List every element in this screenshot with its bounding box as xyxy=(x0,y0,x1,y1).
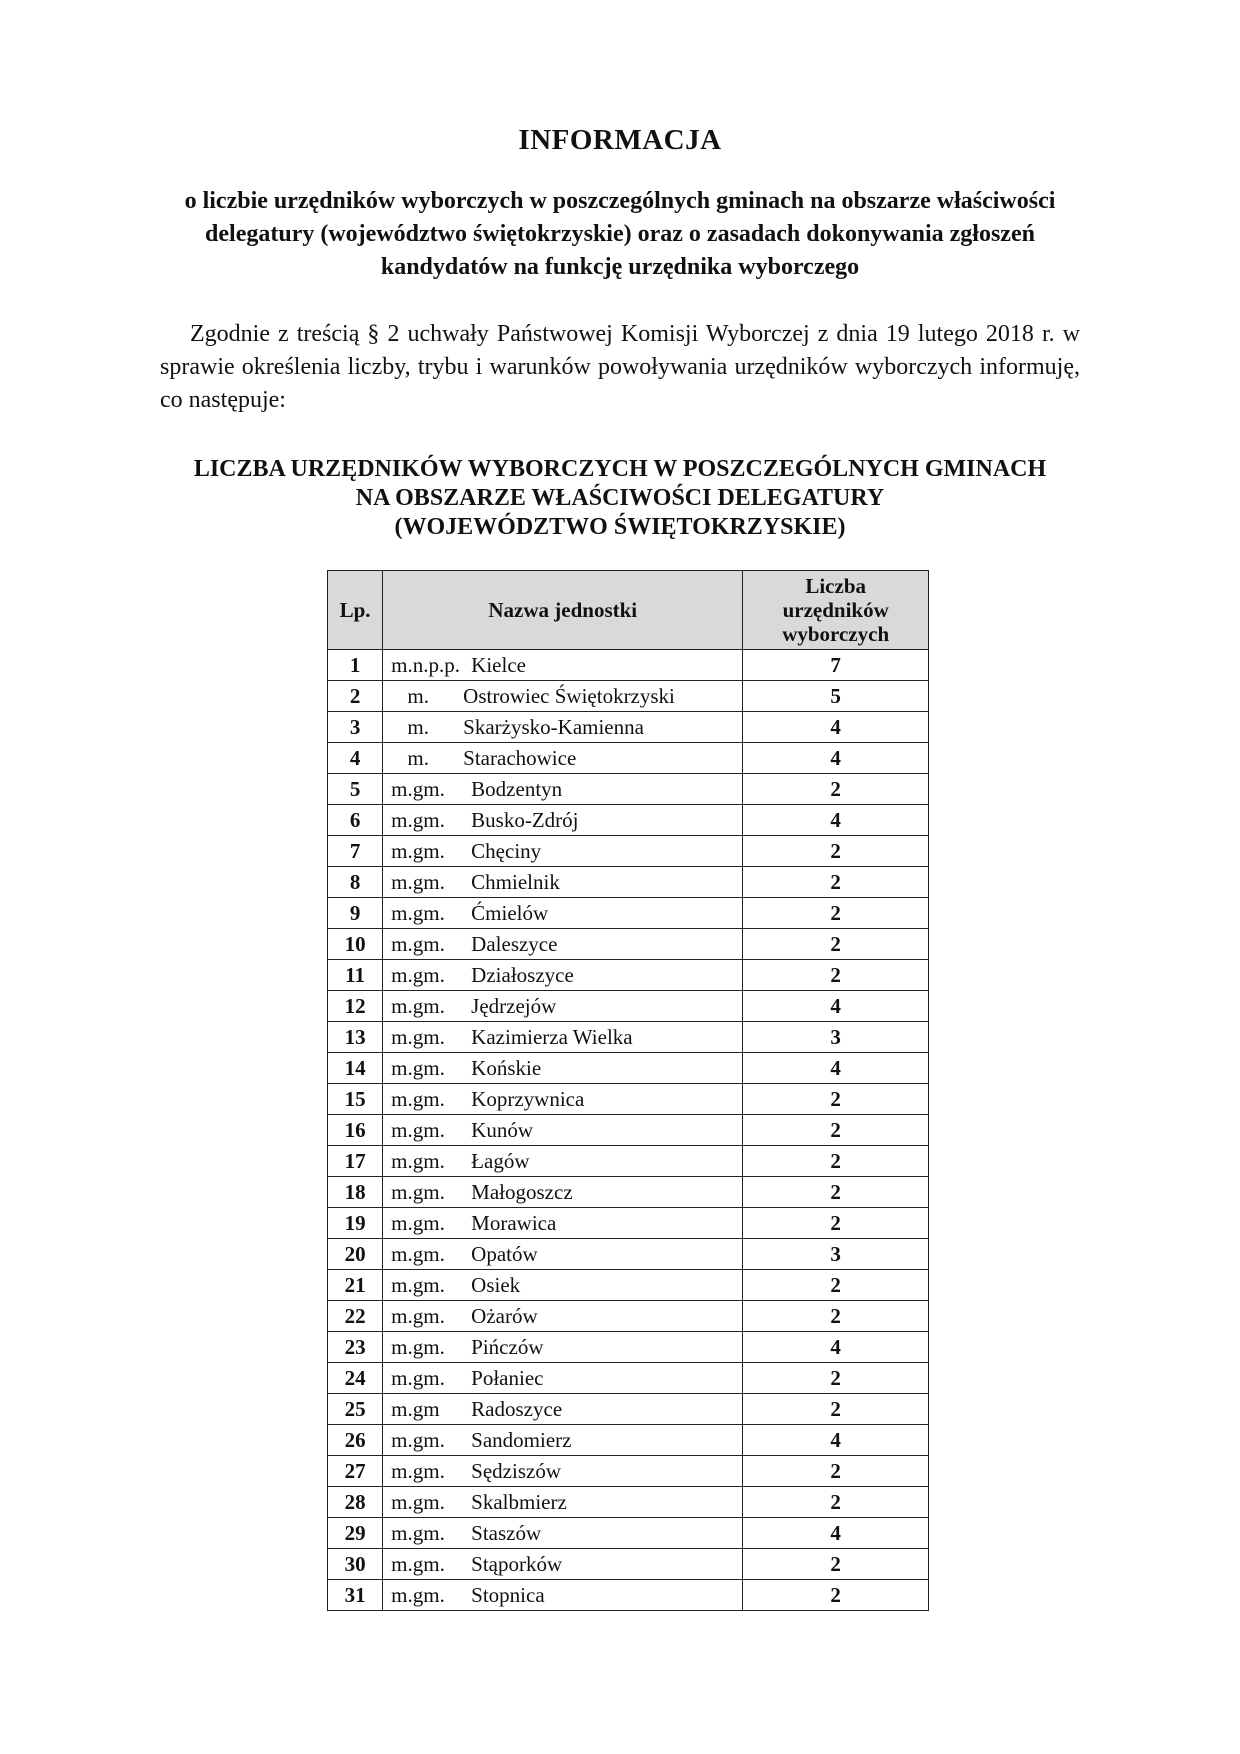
row-unit-type: m.gm. xyxy=(391,1118,445,1142)
table-row xyxy=(328,650,929,681)
row-unit-type: m.gm. xyxy=(391,808,445,832)
row-count: 2 xyxy=(743,1487,929,1518)
row-count: 4 xyxy=(743,1053,929,1084)
row-unit xyxy=(383,1208,743,1239)
row-unit-name: Kunów xyxy=(471,1118,534,1142)
row-unit xyxy=(383,1394,743,1425)
column-header-name: Nazwa jednostki xyxy=(383,571,743,650)
row-count: 4 xyxy=(743,991,929,1022)
row-unit xyxy=(383,991,743,1022)
row-count: 2 xyxy=(743,1208,929,1239)
row-unit xyxy=(383,712,743,743)
row-unit-name: Bodzentyn xyxy=(471,777,563,801)
table-row xyxy=(328,1518,929,1549)
row-unit xyxy=(383,898,743,929)
row-count: 3 xyxy=(743,1239,929,1270)
column-header-count-line: wyborczych xyxy=(782,622,890,646)
row-lp: 23 xyxy=(328,1332,383,1363)
row-unit-type: m. xyxy=(407,715,429,739)
row-unit-type: m.gm. xyxy=(391,1521,445,1545)
row-unit xyxy=(383,867,743,898)
row-unit-type: m.gm. xyxy=(391,1490,445,1514)
row-unit xyxy=(383,1146,743,1177)
column-header-count-line: Liczba xyxy=(805,574,867,598)
row-unit-type: m.gm. xyxy=(391,994,445,1018)
row-count: 2 xyxy=(743,1301,929,1332)
row-unit xyxy=(383,1580,743,1611)
table-header-row xyxy=(328,571,929,650)
row-count: 2 xyxy=(743,929,929,960)
column-header-lp: Lp. xyxy=(328,571,383,650)
row-unit xyxy=(383,929,743,960)
row-count: 2 xyxy=(743,960,929,991)
column-header-count xyxy=(743,571,929,650)
row-unit-name: Skarżysko-Kamienna xyxy=(463,715,644,739)
row-unit-type: m.gm. xyxy=(391,1366,445,1390)
row-lp: 7 xyxy=(328,836,383,867)
row-lp: 20 xyxy=(328,1239,383,1270)
row-unit-type: m.gm. xyxy=(391,1583,445,1607)
table-row xyxy=(328,1549,929,1580)
row-unit xyxy=(383,1053,743,1084)
subtitle-line: delegatury (województwo świętokrzyskie) oraz o zasadach dokonywania zgłoszeń xyxy=(205,221,1035,247)
row-unit-type: m.gm. xyxy=(391,963,445,987)
row-count: 2 xyxy=(743,867,929,898)
row-unit-type: m.gm. xyxy=(391,1149,445,1173)
row-unit xyxy=(383,1115,743,1146)
row-unit-type: m.gm xyxy=(391,1397,440,1421)
row-unit-name: Sandomierz xyxy=(471,1428,572,1452)
table-row xyxy=(328,1053,929,1084)
row-unit-type: m.gm. xyxy=(391,839,445,863)
row-unit-type: m.gm. xyxy=(391,901,445,925)
row-unit-name: Daleszyce xyxy=(471,932,558,956)
table-row xyxy=(328,1084,929,1115)
row-unit-type: m.gm. xyxy=(391,1242,445,1266)
row-unit-name: Stąporków xyxy=(471,1552,563,1576)
column-header-count-line: urzędników xyxy=(782,598,889,622)
row-unit-type: m.n.p.p. xyxy=(391,653,461,677)
row-lp: 5 xyxy=(328,774,383,805)
document-subtitle xyxy=(160,185,1080,284)
row-lp: 17 xyxy=(328,1146,383,1177)
row-unit-name: Chęciny xyxy=(471,839,542,863)
row-unit-name: Chmielnik xyxy=(471,870,560,894)
row-count: 4 xyxy=(743,743,929,774)
table-row xyxy=(328,1146,929,1177)
row-lp: 9 xyxy=(328,898,383,929)
row-unit xyxy=(383,743,743,774)
row-unit-type: m.gm. xyxy=(391,1304,445,1328)
row-unit xyxy=(383,836,743,867)
row-count: 2 xyxy=(743,774,929,805)
row-lp: 18 xyxy=(328,1177,383,1208)
row-lp: 13 xyxy=(328,1022,383,1053)
officials-table xyxy=(327,570,929,1611)
row-unit xyxy=(383,1177,743,1208)
table-row xyxy=(328,1394,929,1425)
row-unit-type: m. xyxy=(407,684,429,708)
table-row xyxy=(328,681,929,712)
row-lp: 1 xyxy=(328,650,383,681)
row-lp: 14 xyxy=(328,1053,383,1084)
row-unit xyxy=(383,1270,743,1301)
row-count: 2 xyxy=(743,1177,929,1208)
table-row xyxy=(328,1332,929,1363)
row-unit-type: m.gm. xyxy=(391,1552,445,1576)
row-unit-name: Osiek xyxy=(471,1273,521,1297)
row-lp: 30 xyxy=(328,1549,383,1580)
row-lp: 11 xyxy=(328,960,383,991)
table-row xyxy=(328,1456,929,1487)
row-unit-name: Skalbmierz xyxy=(471,1490,567,1514)
row-unit-name: Sędziszów xyxy=(471,1459,561,1483)
page-title: INFORMACJA xyxy=(518,124,722,156)
intro-paragraph: Zgodnie z treścią § 2 uchwały Państwowej Komisji Wyborczej z dnia 19 lutego 2018 r. w sprawie określenia liczby, trybu i warunków powoływania urzędników wyborczych informuję, co następuje: xyxy=(160,321,1080,413)
row-count: 2 xyxy=(743,1270,929,1301)
row-lp: 10 xyxy=(328,929,383,960)
row-count: 2 xyxy=(743,1363,929,1394)
table-row xyxy=(328,1270,929,1301)
row-unit-type: m.gm. xyxy=(391,1335,445,1359)
row-unit-name: Starachowice xyxy=(463,746,577,770)
row-unit-name: Działoszyce xyxy=(471,963,574,987)
table-row xyxy=(328,712,929,743)
row-unit xyxy=(383,774,743,805)
row-count: 2 xyxy=(743,1456,929,1487)
row-unit-name: Małogoszcz xyxy=(471,1180,573,1204)
row-unit xyxy=(383,1518,743,1549)
row-unit-name: Koprzywnica xyxy=(471,1087,585,1111)
row-unit xyxy=(383,650,743,681)
row-unit-type: m.gm. xyxy=(391,1428,445,1452)
row-unit xyxy=(383,1456,743,1487)
row-unit xyxy=(383,1425,743,1456)
table-row xyxy=(328,836,929,867)
row-lp: 4 xyxy=(328,743,383,774)
row-lp: 2 xyxy=(328,681,383,712)
row-unit xyxy=(383,1084,743,1115)
row-lp: 12 xyxy=(328,991,383,1022)
row-unit xyxy=(383,1332,743,1363)
row-lp: 16 xyxy=(328,1115,383,1146)
row-unit xyxy=(383,681,743,712)
row-lp: 19 xyxy=(328,1208,383,1239)
table-row xyxy=(328,1425,929,1456)
row-unit-name: Połaniec xyxy=(471,1366,544,1390)
row-unit-type: m.gm. xyxy=(391,870,445,894)
row-unit xyxy=(383,1239,743,1270)
row-unit xyxy=(383,1487,743,1518)
row-count: 2 xyxy=(743,836,929,867)
table-row xyxy=(328,1022,929,1053)
row-unit-name: Radoszyce xyxy=(471,1397,563,1421)
row-unit-name: Opatów xyxy=(471,1242,538,1266)
row-unit-type: m.gm. xyxy=(391,1180,445,1204)
table-row xyxy=(328,774,929,805)
row-count: 4 xyxy=(743,1425,929,1456)
row-lp: 25 xyxy=(328,1394,383,1425)
table-row xyxy=(328,898,929,929)
table-row xyxy=(328,1580,929,1611)
row-unit-type: m.gm. xyxy=(391,1025,445,1049)
row-count: 4 xyxy=(743,712,929,743)
table-row xyxy=(328,960,929,991)
table-row xyxy=(328,1301,929,1332)
table-row xyxy=(328,991,929,1022)
row-unit-name: Busko-Zdrój xyxy=(471,808,579,832)
row-count: 4 xyxy=(743,1332,929,1363)
row-unit-name: Jędrzejów xyxy=(471,994,557,1018)
row-lp: 21 xyxy=(328,1270,383,1301)
table-row xyxy=(328,1115,929,1146)
row-lp: 26 xyxy=(328,1425,383,1456)
row-count: 2 xyxy=(743,1580,929,1611)
row-unit-name: Łagów xyxy=(471,1149,530,1173)
table-row xyxy=(328,1208,929,1239)
row-unit-name: Ostrowiec Świętokrzyski xyxy=(463,684,675,708)
table-row xyxy=(328,1487,929,1518)
row-unit xyxy=(383,1022,743,1053)
row-unit xyxy=(383,1363,743,1394)
table-heading xyxy=(160,455,1080,542)
row-unit-name: Staszów xyxy=(471,1521,542,1545)
table-heading-line: NA OBSZARZE WŁAŚCIWOŚCI DELEGATURY xyxy=(355,485,885,511)
row-lp: 29 xyxy=(328,1518,383,1549)
table-heading-line: LICZBA URZĘDNIKÓW WYBORCZYCH W POSZCZEGÓLNYCH GMINACH xyxy=(193,456,1047,482)
row-unit-name: Końskie xyxy=(471,1056,542,1080)
row-count: 4 xyxy=(743,1518,929,1549)
row-count: 3 xyxy=(743,1022,929,1053)
row-unit-name: Ożarów xyxy=(471,1304,538,1328)
row-count: 7 xyxy=(743,650,929,681)
row-lp: 8 xyxy=(328,867,383,898)
row-count: 2 xyxy=(743,1394,929,1425)
row-unit xyxy=(383,1549,743,1580)
table-body xyxy=(328,650,929,1611)
row-lp: 24 xyxy=(328,1363,383,1394)
row-unit xyxy=(383,1301,743,1332)
row-unit-name: Morawica xyxy=(471,1211,557,1235)
row-unit-type: m.gm. xyxy=(391,1056,445,1080)
table-row xyxy=(328,867,929,898)
row-lp: 27 xyxy=(328,1456,383,1487)
row-unit xyxy=(383,805,743,836)
table-row xyxy=(328,743,929,774)
row-count: 2 xyxy=(743,1084,929,1115)
row-count: 5 xyxy=(743,681,929,712)
subtitle-line: kandydatów na funkcję urzędnika wyborczego xyxy=(380,254,860,280)
row-unit xyxy=(383,960,743,991)
row-unit-name: Stopnica xyxy=(471,1583,545,1607)
row-unit-type: m.gm. xyxy=(391,777,445,801)
row-count: 2 xyxy=(743,1549,929,1580)
row-unit-type: m. xyxy=(407,746,429,770)
row-count: 4 xyxy=(743,805,929,836)
table-row xyxy=(328,929,929,960)
row-count: 2 xyxy=(743,898,929,929)
row-lp: 28 xyxy=(328,1487,383,1518)
row-lp: 3 xyxy=(328,712,383,743)
table-row xyxy=(328,1239,929,1270)
row-lp: 22 xyxy=(328,1301,383,1332)
row-lp: 31 xyxy=(328,1580,383,1611)
row-lp: 6 xyxy=(328,805,383,836)
subtitle-line: o liczbie urzędników wyborczych w poszczególnych gminach na obszarze właściwości xyxy=(184,188,1056,214)
row-count: 2 xyxy=(743,1146,929,1177)
row-unit-name: Kazimierza Wielka xyxy=(471,1025,633,1049)
row-unit-type: m.gm. xyxy=(391,1087,445,1111)
row-unit-name: Pińczów xyxy=(471,1335,544,1359)
row-lp: 15 xyxy=(328,1084,383,1115)
row-unit-type: m.gm. xyxy=(391,1273,445,1297)
table-row xyxy=(328,1177,929,1208)
row-unit-type: m.gm. xyxy=(391,1211,445,1235)
row-count: 2 xyxy=(743,1115,929,1146)
row-unit-name: Ćmielów xyxy=(471,901,549,925)
row-unit-type: m.gm. xyxy=(391,1459,445,1483)
table-heading-line: (WOJEWÓDZTWO ŚWIĘTOKRZYSKIE) xyxy=(394,514,846,540)
row-unit-type: m.gm. xyxy=(391,932,445,956)
table-row xyxy=(328,1363,929,1394)
table-row xyxy=(328,805,929,836)
row-unit-name: Kielce xyxy=(471,653,526,677)
